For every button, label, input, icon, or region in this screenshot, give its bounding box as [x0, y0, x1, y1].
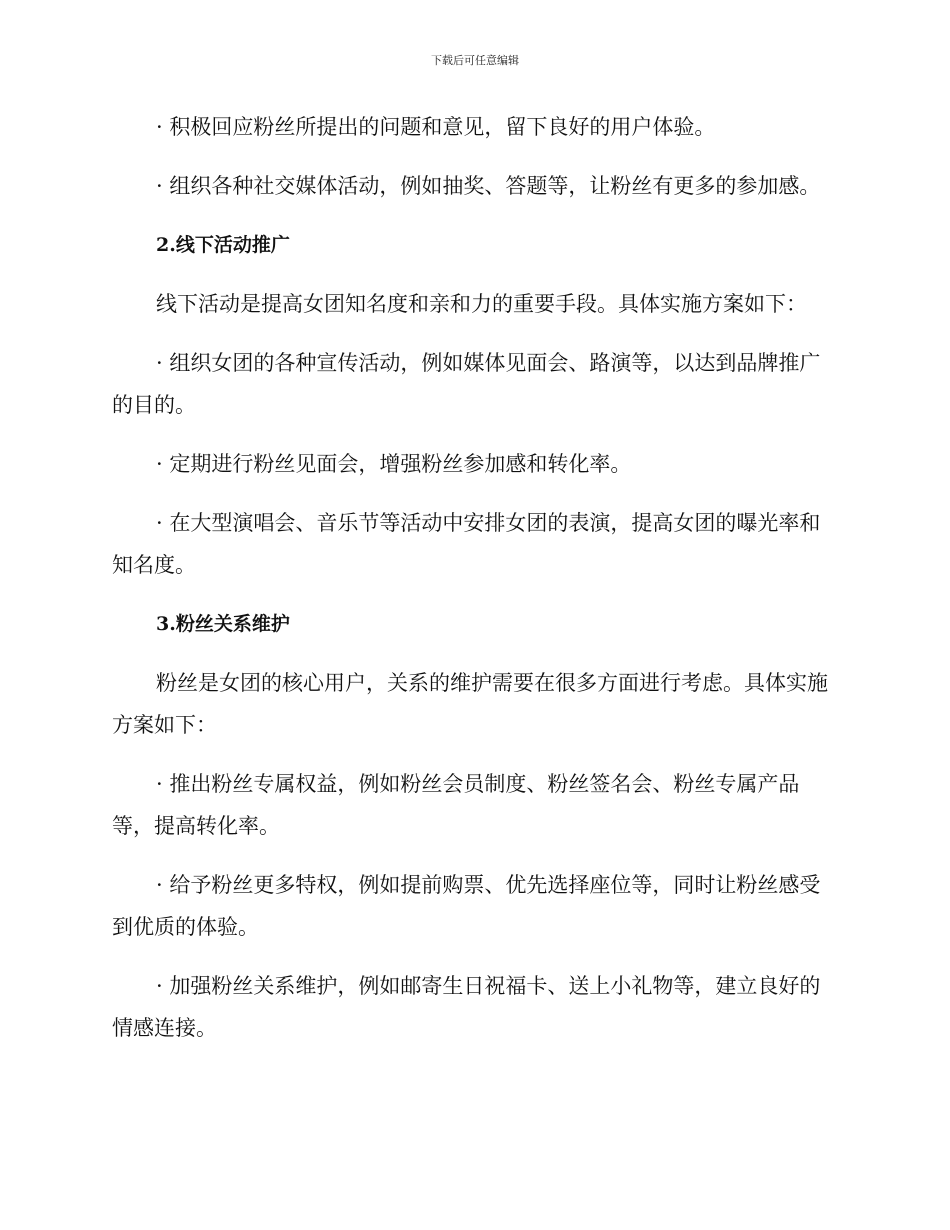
bullet-paragraph: · 在大型演唱会、音乐节等活动中安排女团的表演，提高女团的曝光率和知名度。 — [112, 511, 821, 577]
bullet-paragraph: · 积极回应粉丝所提出的问题和意见，留下良好的用户体验。 — [156, 115, 716, 139]
section-heading: 3.粉丝关系维护 — [156, 613, 290, 635]
body-paragraph: 线下活动是提高女团知名度和亲和力的重要手段。具体实施方案如下： — [156, 292, 807, 316]
bullet-paragraph: · 加强粉丝关系维护，例如邮寄生日祝福卡、送上小礼物等，建立良好的情感连接。 — [112, 974, 821, 1040]
bullet-paragraph: · 推出粉丝专属权益，例如粉丝会员制度、粉丝签名会、粉丝专属产品等，提高转化率。 — [112, 772, 800, 838]
document-body — [112, 106, 830, 1066]
section-heading: 2.线下活动推广 — [156, 234, 290, 256]
page-header: 下载后可任意编辑 — [431, 54, 519, 67]
bullet-paragraph: · 组织女团的各种宣传活动，例如媒体见面会、路演等，以达到品牌推广的目的。 — [112, 351, 821, 417]
body-paragraph: 粉丝是女团的核心用户，关系的维护需要在很多方面进行考虑。具体实施方案如下： — [112, 671, 828, 737]
bullet-paragraph: · 组织各种社交媒体活动，例如抽奖、答题等，让粉丝有更多的参加感。 — [156, 174, 821, 198]
bullet-paragraph: · 给予粉丝更多特权，例如提前购票、优先选择座位等，同时让粉丝感受到优质的体验。 — [112, 873, 821, 939]
bullet-paragraph: · 定期进行粉丝见面会，增强粉丝参加感和转化率。 — [156, 452, 632, 476]
